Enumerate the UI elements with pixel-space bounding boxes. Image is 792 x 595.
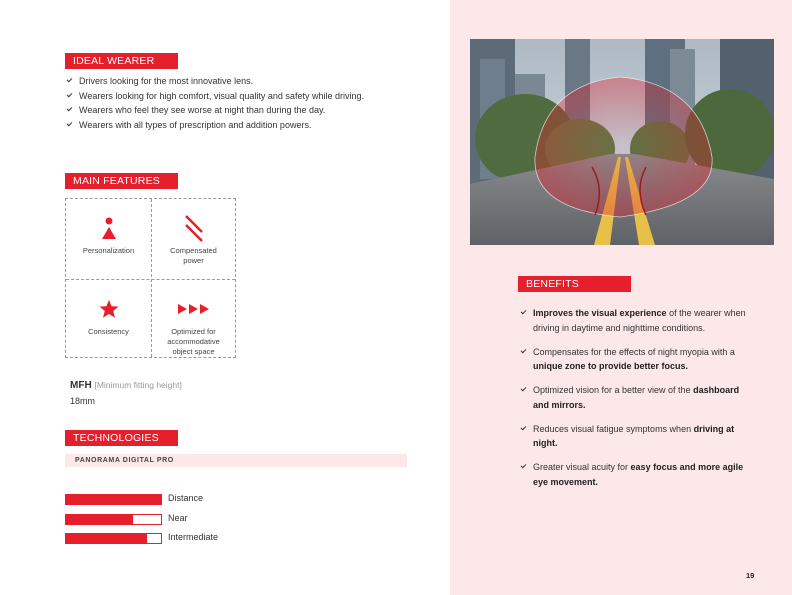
bar-fill — [66, 534, 147, 543]
features-grid — [65, 198, 236, 358]
page-number: 19 — [746, 571, 755, 580]
list-item: Wearers who feel they see worse at night than during the day. — [66, 103, 436, 118]
benefit-item — [520, 306, 750, 335]
list-item: Wearers with all types of prescription and addition powers. — [66, 118, 436, 133]
technology-product: PANORAMA DIGITAL PRO — [65, 454, 407, 467]
benefit-item — [520, 422, 750, 451]
bar-track — [65, 514, 162, 525]
benefit-text: Compensates for the effects of night myopia with a — [533, 346, 735, 357]
ideal-wearer-list — [66, 74, 436, 132]
feature-label: Personalization — [82, 246, 135, 255]
mfh-title: MFH — [70, 380, 92, 391]
main-features-heading: MAIN FEATURES — [65, 173, 178, 189]
feature-personalization — [66, 213, 151, 256]
bar-track — [65, 533, 162, 544]
benefit-text: Reduces visual fatigue symptoms when — [533, 423, 694, 434]
list-item: Wearers looking for high comfort, visual quality and safety while driving. — [66, 89, 436, 104]
benefit-item — [520, 383, 750, 412]
bar-track — [65, 494, 162, 505]
bar-fill — [66, 495, 161, 504]
grid-divider — [66, 279, 235, 280]
star-icon — [66, 294, 151, 324]
lens-road-photo — [470, 39, 774, 245]
feature-consistency — [66, 294, 151, 337]
bar-label: Distance — [168, 493, 204, 503]
feature-label: Optimized for accommodative object space — [167, 327, 220, 356]
ideal-wearer-heading: IDEAL WEARER — [65, 53, 178, 69]
benefit-text: unique zone to provide better focus. — [533, 361, 689, 371]
benefit-text: dashboard and mirrors. — [533, 385, 740, 410]
feature-accommodative — [151, 294, 236, 357]
feature-label: Consistency — [88, 327, 129, 336]
mfh-line — [70, 380, 182, 391]
benefit-text: easy focus and more agile eye movement. — [533, 462, 744, 487]
benefit-text: of the wearer when driving in daytime and nighttime conditions. — [533, 308, 746, 333]
feature-compensated-power — [151, 213, 236, 266]
feature-label: Compensated power — [170, 246, 217, 265]
benefit-text: driving at night. — [533, 423, 735, 448]
benefits-list — [520, 306, 750, 499]
mfh-value: 18mm — [70, 396, 96, 406]
benefit-text: Optimized vision for a better view of the — [533, 385, 694, 395]
benefit-item — [520, 345, 750, 374]
bar-fill — [66, 515, 133, 524]
triple-arrow-icon — [151, 294, 236, 324]
technologies-heading: TECHNOLOGIES — [65, 430, 178, 446]
bar-label: Near — [168, 513, 188, 523]
benefits-heading: BENEFITS — [518, 276, 631, 292]
mfh-subtitle: [Minimum fitting height] — [94, 380, 182, 390]
bar-label: Intermediate — [168, 532, 219, 542]
list-item: Drivers looking for the most innovative lens. — [66, 74, 436, 89]
benefit-text: Greater visual acuity for — [533, 462, 631, 472]
benefit-item — [520, 460, 750, 489]
benefit-text: Improves the visual experience — [533, 308, 667, 318]
compensated-power-icon — [151, 213, 236, 243]
person-icon — [66, 213, 151, 243]
